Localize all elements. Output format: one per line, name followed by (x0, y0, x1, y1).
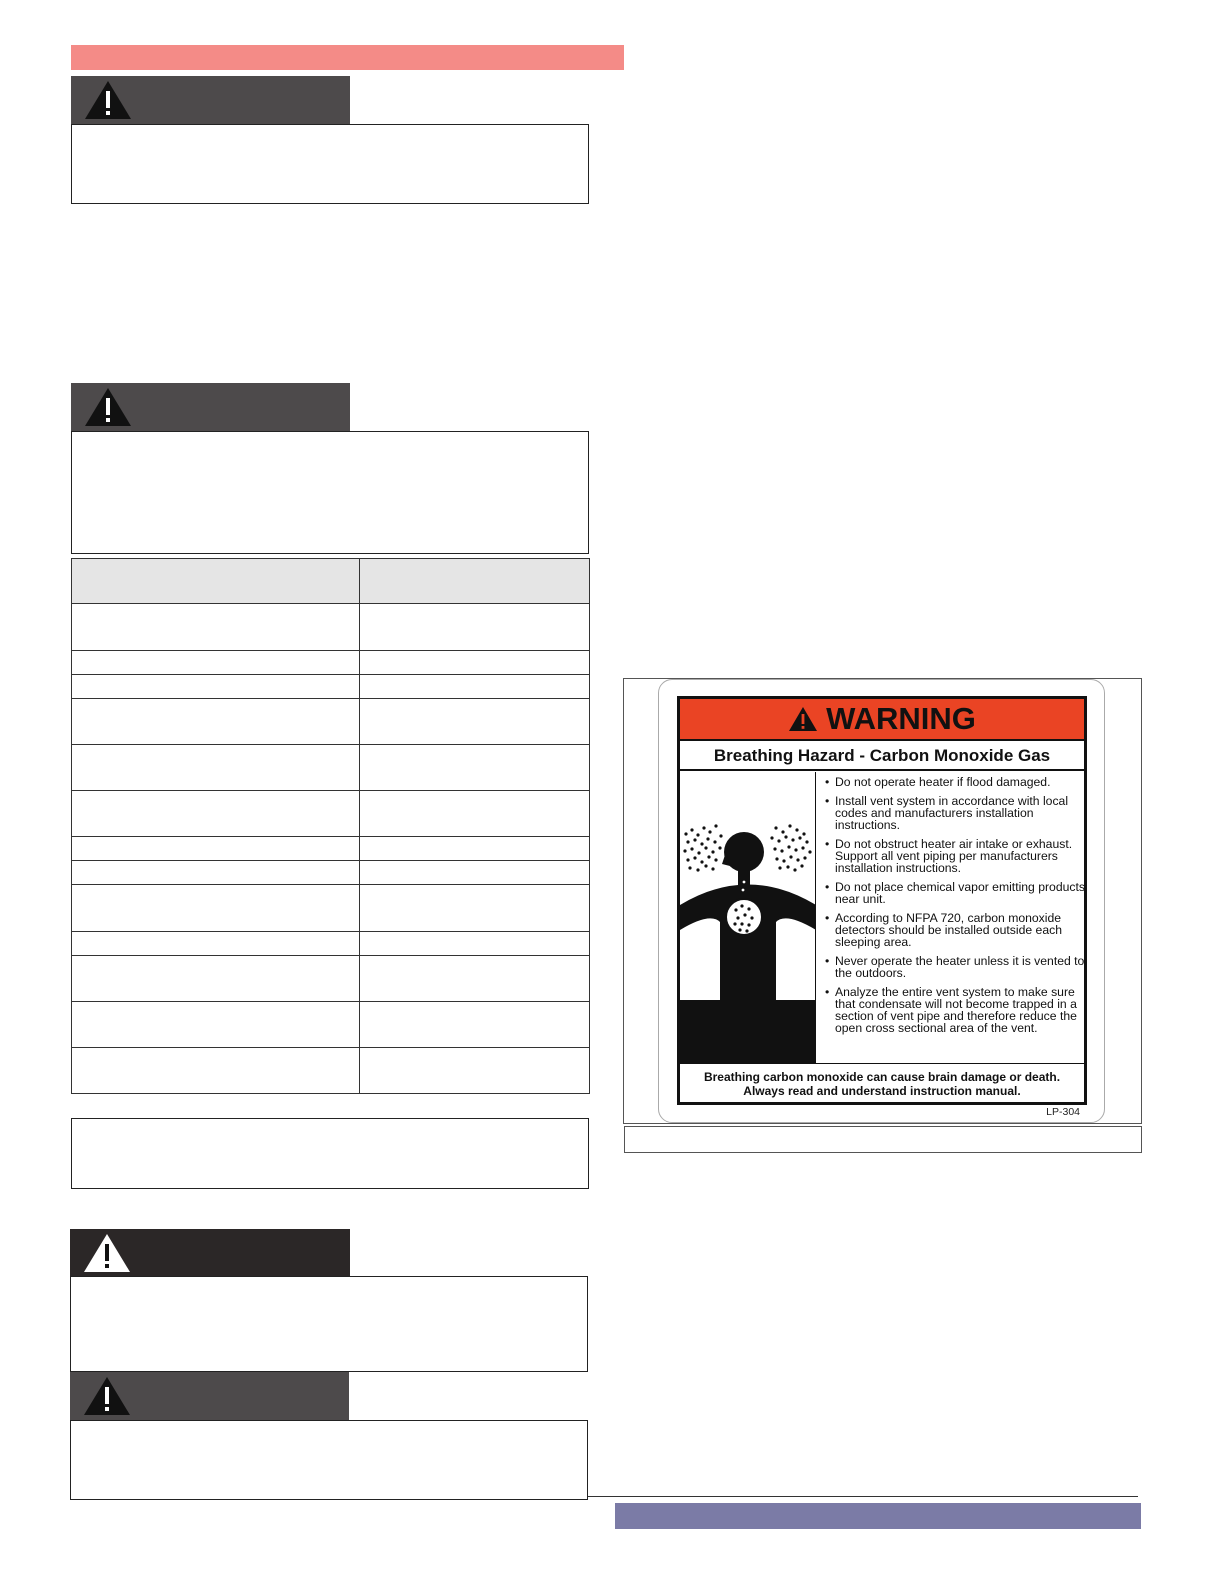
table-cell (72, 699, 360, 745)
label-bullet-list (823, 776, 1085, 1061)
table-cell (360, 1002, 590, 1048)
warning-body-2 (71, 431, 589, 554)
table-cell (360, 651, 590, 675)
spec-table (71, 558, 590, 1094)
figure-caption-box (624, 1126, 1142, 1153)
table-cell (360, 885, 590, 932)
table-cell (360, 699, 590, 745)
label-subtitle: Breathing Hazard - Carbon Monoxide Gas (680, 743, 1084, 771)
table-cell (72, 745, 360, 791)
table-row (72, 885, 590, 932)
table-cell (360, 861, 590, 885)
warning-triangle-icon (83, 386, 133, 428)
person-inhaling-gas-icon (680, 772, 816, 1063)
label-part-code: LP-304 (1046, 1106, 1080, 1118)
table-header-cell (72, 559, 360, 604)
table-cell (72, 1048, 360, 1094)
warning-header-2 (71, 383, 350, 431)
footer-rule (588, 1496, 1138, 1497)
warning-header-3 (70, 1229, 350, 1277)
breathing-hazard-pictogram (680, 772, 816, 1063)
table-cell (72, 932, 360, 956)
warning-triangle-icon (82, 1232, 132, 1274)
table-row (72, 956, 590, 1002)
table-cell (72, 885, 360, 932)
table-cell (72, 837, 360, 861)
label-footer-line-1: Breathing carbon monoxide can cause brain damage or death. (703, 1070, 1061, 1084)
table-row (72, 1002, 590, 1048)
table-cell (72, 1002, 360, 1048)
table-cell (72, 651, 360, 675)
warning-header-1 (71, 76, 350, 124)
table-cell (360, 675, 590, 699)
label-bullet: • Install vent system in accordance with local codes and manufacturers installation instructions. (823, 795, 1085, 831)
label-bullet: • Analyze the entire vent system to make sure that condensate will not become trapped in a section of vent pipe and therefore reduce the open cross sectional area of the vent. (823, 986, 1085, 1034)
warning-triangle-icon (82, 1375, 132, 1417)
table-cell (72, 604, 360, 651)
label-signal-header (680, 699, 1084, 741)
note-box (71, 1118, 589, 1189)
table-row (72, 837, 590, 861)
table-cell (72, 861, 360, 885)
table-row (72, 699, 590, 745)
table-row (72, 651, 590, 675)
label-bullet: • According to NFPA 720, carbon monoxide detectors should be installed outside each sleeping area. (823, 912, 1085, 948)
warning-body-3 (70, 1276, 588, 1372)
table-row (72, 745, 590, 791)
warning-body-4 (70, 1420, 588, 1500)
table-row (72, 604, 590, 651)
table-cell (72, 956, 360, 1002)
warning-header-4 (70, 1372, 349, 1420)
warning-body-1 (71, 124, 589, 204)
label-bullet: • Never operate the heater unless it is vented to the outdoors. (823, 955, 1085, 979)
table-row (72, 791, 590, 837)
label-signal-word: WARNING (826, 701, 976, 736)
table-cell (360, 837, 590, 861)
table-row (72, 932, 590, 956)
table-cell (72, 675, 360, 699)
table-row (72, 1048, 590, 1094)
label-bullet: • Do not operate heater if flood damaged. (823, 776, 1085, 788)
table-cell (360, 932, 590, 956)
table-cell (360, 1048, 590, 1094)
table-cell (360, 791, 590, 837)
table-row (72, 861, 590, 885)
table-cell (360, 604, 590, 651)
table-header-cell (360, 559, 590, 604)
table-cell (360, 956, 590, 1002)
label-bullet: • Do not place chemical vapor emitting products near unit. (823, 881, 1085, 905)
table-row (72, 675, 590, 699)
label-footer (680, 1063, 1084, 1103)
label-footer-line-2: Always read and understand instruction manual. (743, 1084, 1021, 1098)
table-header-row (72, 559, 590, 604)
table-cell (360, 745, 590, 791)
warning-triangle-icon (788, 706, 818, 732)
warning-triangle-icon (83, 79, 133, 121)
section-header-bar (71, 45, 624, 70)
footer-bar (615, 1503, 1141, 1529)
label-bullet: • Do not obstruct heater air intake or exhaust. Support all vent piping per manufacturers installation instructions. (823, 838, 1085, 874)
table-cell (72, 791, 360, 837)
